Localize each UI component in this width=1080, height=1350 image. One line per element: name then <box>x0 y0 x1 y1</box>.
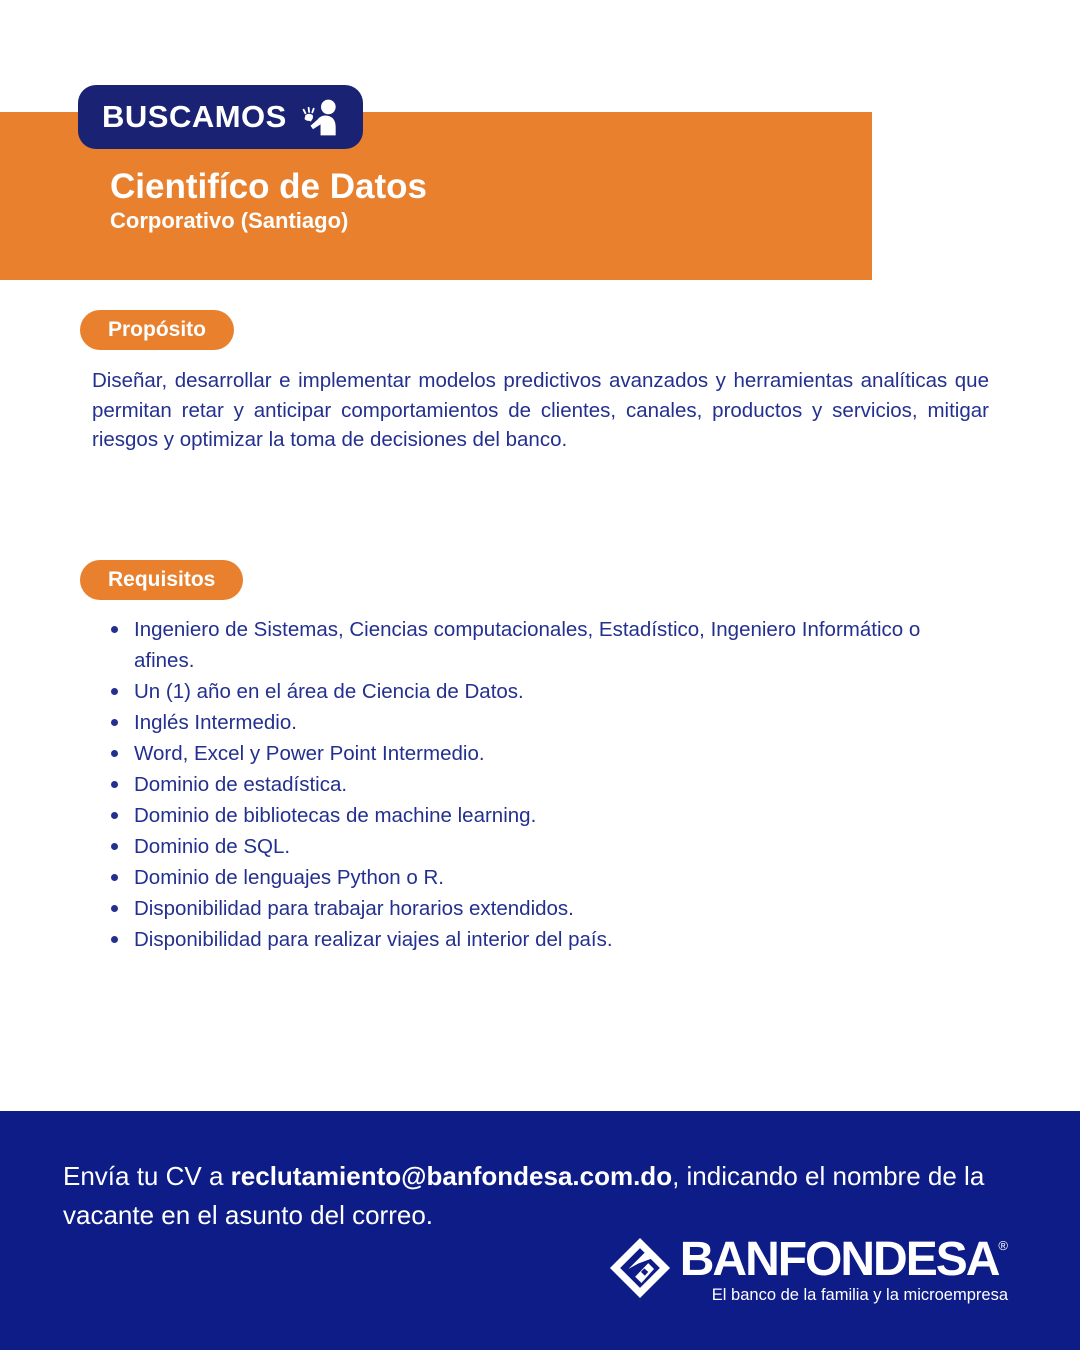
buscamos-badge <box>78 85 363 149</box>
brand-text <box>679 1233 1008 1304</box>
registered-mark: ® <box>998 1238 1008 1253</box>
list-item: Disponibilidad para trabajar horarios extendidos. <box>110 893 932 924</box>
brand-wordmark: BANFONDESA <box>679 1233 999 1286</box>
list-item: Inglés Intermedio. <box>110 707 932 738</box>
requisitos-pill: Requisitos <box>80 560 243 600</box>
wordmark-row <box>679 1233 1008 1286</box>
list-item: Un (1) año en el área de Ciencia de Datos. <box>110 676 932 707</box>
headhunter-icon <box>299 98 343 136</box>
list-item: Dominio de bibliotecas de machine learning. <box>110 800 932 831</box>
contact-suffix: , indicando el nombre de la vacante en el asunto del correo. <box>63 1161 985 1230</box>
list-item: Dominio de lenguajes Python o R. <box>110 862 932 893</box>
job-title: Cientifíco de Datos <box>110 167 427 206</box>
proposito-text: Diseñar, desarrollar e implementar modelos predictivos avanzados y herramientas analíticas que permitan retar y anticipar comportamientos de clientes, canales, productos y servicios, mitigar riesgos y optimizar la toma de decisiones del banco. <box>92 369 989 451</box>
contact-prefix: Envía tu CV a <box>63 1161 231 1191</box>
list-item: Ingeniero de Sistemas, Ciencias computacionales, Estadístico, Ingeniero Informático o afines. <box>110 614 932 676</box>
banfondesa-diamond-icon <box>609 1237 671 1304</box>
banfondesa-logo <box>609 1233 1008 1304</box>
list-item: Word, Excel y Power Point Intermedio. <box>110 738 932 769</box>
proposito-pill: Propósito <box>80 310 234 350</box>
buscamos-label: BUSCAMOS <box>102 99 287 134</box>
list-item: Dominio de estadística. <box>110 769 932 800</box>
brand-tagline: El banco de la familia y la microempresa <box>711 1286 1008 1304</box>
contact-line <box>63 1157 1011 1235</box>
list-item: Disponibilidad para realizar viajes al interior del país. <box>110 924 932 955</box>
contact-email: reclutamiento@banfondesa.com.do <box>230 1161 673 1191</box>
footer <box>0 1111 1080 1350</box>
list-item: Dominio de SQL. <box>110 831 932 862</box>
job-location: Corporativo (Santiago) <box>110 208 349 233</box>
requisitos-list <box>110 614 932 955</box>
